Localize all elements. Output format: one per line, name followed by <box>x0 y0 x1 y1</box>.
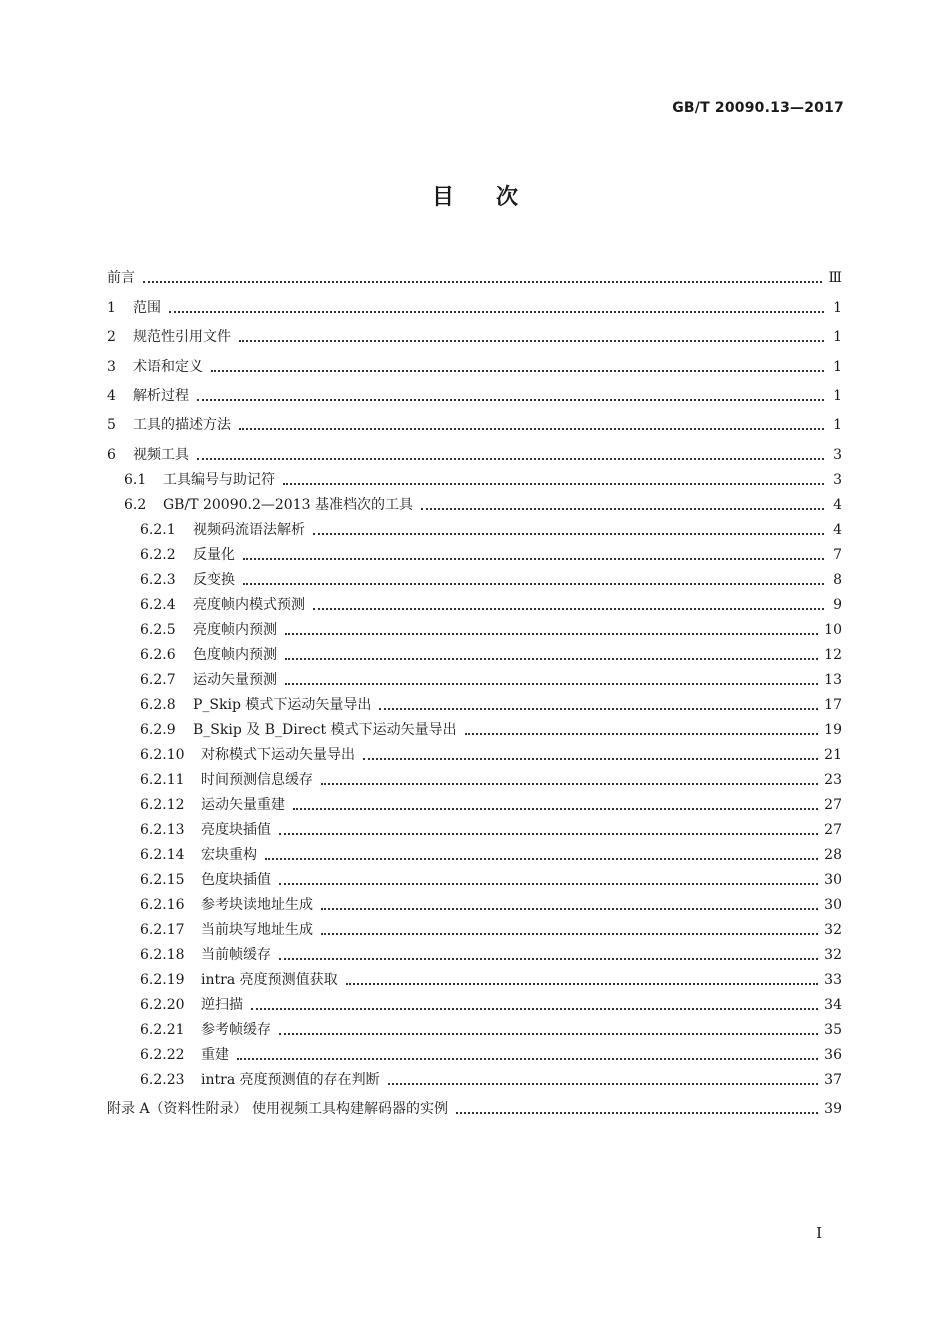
toc-entry-label: 当前帧缓存 <box>201 946 271 963</box>
toc-entry-label: 附录 A（资料性附录） 使用视频工具构建解码器的实例 <box>107 1101 449 1118</box>
dot-leader <box>313 607 824 610</box>
toc-entry-page: 32 <box>824 946 842 963</box>
dot-leader <box>169 310 824 313</box>
toc-entry-label: 当前块写地址生成 <box>201 921 313 938</box>
toc-entry-number: 6.2.11 <box>140 771 185 788</box>
toc-entry-label: 色度帧内预测 <box>193 646 277 663</box>
toc-entry-number: 6.2.6 <box>140 646 176 663</box>
toc-entry-number: 1 <box>107 299 116 316</box>
toc-entry-number: 6.2.15 <box>140 871 185 888</box>
toc-entry-page: 23 <box>824 771 842 788</box>
dot-leader <box>237 1057 818 1060</box>
toc-entry-page: 1 <box>833 417 842 434</box>
toc-entry-page: 7 <box>833 546 842 563</box>
toc-entry-label: 亮度块插值 <box>201 821 271 838</box>
toc-entry-number: 6.2 <box>124 496 147 513</box>
toc-entry-number: 6.2.20 <box>140 996 185 1013</box>
toc-entry[interactable] <box>107 317 842 346</box>
dot-leader <box>243 582 824 585</box>
toc-entry[interactable] <box>107 864 842 889</box>
toc-entry-number: 6.2.12 <box>140 796 185 813</box>
toc-entry-label: 时间预测信息缓存 <box>201 771 313 788</box>
dot-leader <box>239 427 824 430</box>
toc-entry-label: 反变换 <box>193 571 235 588</box>
dot-leader <box>197 457 824 460</box>
toc-entry[interactable] <box>107 464 842 489</box>
toc-entry[interactable] <box>107 287 842 316</box>
toc-entry-page: Ⅲ <box>828 270 842 287</box>
toc-entry-page: 27 <box>824 796 842 813</box>
toc-entry-number: 5 <box>107 417 116 434</box>
dot-leader <box>243 557 824 560</box>
toc-entry[interactable] <box>107 514 842 539</box>
toc-entry[interactable] <box>107 739 842 764</box>
dot-leader <box>456 1111 818 1114</box>
toc-entry[interactable] <box>107 1039 842 1064</box>
toc-entry[interactable] <box>107 434 842 463</box>
dot-leader <box>465 732 819 735</box>
toc-entry-label: 工具的描述方法 <box>133 417 231 434</box>
toc-entry-number: 2 <box>107 329 116 346</box>
dot-leader <box>279 882 818 885</box>
toc-entry-label: 视频码流语法解析 <box>193 521 305 538</box>
toc-entry-label: 逆扫描 <box>201 996 243 1013</box>
toc-entry-number: 6.2.16 <box>140 896 185 913</box>
toc-entry[interactable] <box>107 814 842 839</box>
toc-entry[interactable] <box>107 614 842 639</box>
toc-entry-number: 6.2.22 <box>140 1046 185 1063</box>
toc-entry-page: 3 <box>833 471 842 488</box>
toc-entry[interactable] <box>107 539 842 564</box>
toc-entry-label: 参考块读地址生成 <box>201 896 313 913</box>
toc-entry-label: intra 亮度预测值获取 <box>201 971 338 988</box>
toc-entry-number: 6.2.7 <box>140 671 176 688</box>
dot-leader <box>313 532 824 535</box>
toc-entry-number: 6.2.9 <box>140 721 176 738</box>
toc-entry-page: 37 <box>824 1071 842 1088</box>
toc-entry[interactable] <box>107 589 842 614</box>
toc-entry[interactable] <box>107 689 842 714</box>
toc-entry-page: 4 <box>833 521 842 538</box>
toc-entry[interactable] <box>107 405 842 434</box>
toc-entry-label: 术语和定义 <box>133 358 203 375</box>
toc-entry-label: 前言 <box>107 270 135 287</box>
toc-entry-page: 8 <box>833 571 842 588</box>
toc-entry-label: 亮度帧内预测 <box>193 621 277 638</box>
dot-leader <box>321 907 818 910</box>
toc-entry[interactable] <box>107 789 842 814</box>
toc-entry-page: 21 <box>824 746 842 763</box>
dot-leader <box>285 682 818 685</box>
toc-entry[interactable] <box>107 714 842 739</box>
toc-entry[interactable] <box>107 989 842 1014</box>
toc-entry-number: 6.2.13 <box>140 821 185 838</box>
toc-entry[interactable] <box>107 564 842 589</box>
toc-entry[interactable] <box>107 489 842 514</box>
toc-entry[interactable] <box>107 1014 842 1039</box>
toc-entry-number: 6.1 <box>124 471 147 488</box>
toc-entry-page: 39 <box>824 1101 842 1118</box>
toc-entry[interactable] <box>107 258 842 287</box>
toc-entry-number: 6.2.2 <box>140 546 176 563</box>
dot-leader <box>143 280 822 283</box>
page-number: Ⅰ <box>816 1224 822 1242</box>
toc-entry-number: 6.2.1 <box>140 521 176 538</box>
toc-entry[interactable] <box>107 964 842 989</box>
toc-entry-number: 6.2.17 <box>140 921 185 938</box>
toc-entry-page: 33 <box>824 971 842 988</box>
dot-leader <box>388 1082 819 1085</box>
dot-leader <box>363 757 818 760</box>
toc-entry-label: 解析过程 <box>133 387 189 404</box>
dot-leader <box>321 932 818 935</box>
dot-leader <box>421 507 824 510</box>
dot-leader <box>265 857 818 860</box>
standard-code: GB/T 20090.13—2017 <box>672 100 844 116</box>
toc-entry-number: 6.2.14 <box>140 846 185 863</box>
toc-entry-page: 36 <box>824 1046 842 1063</box>
toc-entry[interactable] <box>107 639 842 664</box>
toc-entry-label: P_Skip 模式下运动矢量导出 <box>193 696 372 713</box>
toc-entry-page: 1 <box>833 358 842 375</box>
toc-entry-number: 6.2.8 <box>140 696 176 713</box>
toc-entry-label: 对称模式下运动矢量导出 <box>201 746 355 763</box>
toc-entry-label: 规范性引用文件 <box>133 329 231 346</box>
page-title: 目次 <box>431 185 560 210</box>
dot-leader <box>251 1007 818 1010</box>
toc-entry-page: 4 <box>833 496 842 513</box>
toc-entry[interactable] <box>107 839 842 864</box>
toc-entry-number: 6.2.23 <box>140 1071 185 1088</box>
dot-leader <box>197 398 824 401</box>
toc-entry-label: 视频工具 <box>133 446 189 463</box>
toc-entry[interactable] <box>107 346 842 375</box>
toc-entry-label: B_Skip 及 B_Direct 模式下运动矢量导出 <box>193 721 457 738</box>
dot-leader <box>285 632 818 635</box>
toc-entry-label: GB/T 20090.2—2013 基准档次的工具 <box>163 496 413 513</box>
dot-leader <box>279 957 818 960</box>
toc-entry-number: 6.2.19 <box>140 971 185 988</box>
toc-entry[interactable] <box>107 939 842 964</box>
toc-entry[interactable] <box>107 889 842 914</box>
toc-entry-label: 工具编号与助记符 <box>163 471 275 488</box>
toc-entry[interactable] <box>107 914 842 939</box>
toc-entry-label: 色度块插值 <box>201 871 271 888</box>
toc-entry-number: 6.2.5 <box>140 621 176 638</box>
dot-leader <box>346 982 819 985</box>
toc-entry-number: 6.2.18 <box>140 946 185 963</box>
dot-leader <box>283 482 824 485</box>
table-of-contents <box>107 258 842 1118</box>
toc-entry-page: 30 <box>824 896 842 913</box>
toc-entry-page: 32 <box>824 921 842 938</box>
toc-entry-label: 重建 <box>201 1046 229 1063</box>
dot-leader <box>279 832 818 835</box>
toc-entry-page: 12 <box>824 646 842 663</box>
toc-entry-page: 3 <box>833 446 842 463</box>
toc-entry[interactable] <box>107 376 842 405</box>
toc-entry-label: 宏块重构 <box>201 846 257 863</box>
toc-entry-label: intra 亮度预测值的存在判断 <box>201 1071 380 1088</box>
toc-entry-label: 范围 <box>133 299 161 316</box>
toc-entry-page: 13 <box>824 671 842 688</box>
toc-entry-page: 19 <box>824 721 842 738</box>
dot-leader <box>285 657 818 660</box>
toc-entry-number: 6 <box>107 446 116 463</box>
toc-entry-label: 运动矢量重建 <box>201 796 285 813</box>
toc-entry-number: 6.2.3 <box>140 571 176 588</box>
toc-entry-page: 1 <box>833 387 842 404</box>
toc-entry-page: 27 <box>824 821 842 838</box>
dot-leader <box>321 782 818 785</box>
toc-entry-page: 28 <box>824 846 842 863</box>
toc-entry-label: 亮度帧内模式预测 <box>193 596 305 613</box>
dot-leader <box>211 369 824 372</box>
toc-entry[interactable] <box>107 664 842 689</box>
toc-entry-number: 4 <box>107 387 116 404</box>
toc-entry-page: 17 <box>824 696 842 713</box>
toc-entry[interactable] <box>107 1064 842 1089</box>
toc-entry-number: 6.2.21 <box>140 1021 185 1038</box>
toc-entry-label: 参考帧缓存 <box>201 1021 271 1038</box>
dot-leader <box>239 339 824 342</box>
dot-leader <box>293 807 818 810</box>
toc-entry-page: 10 <box>824 621 842 638</box>
toc-entry-label: 反量化 <box>193 546 235 563</box>
dot-leader <box>379 707 818 710</box>
toc-entry-number: 6.2.10 <box>140 746 185 763</box>
dot-leader <box>279 1032 818 1035</box>
toc-entry-page: 34 <box>824 996 842 1013</box>
toc-entry-label: 运动矢量预测 <box>193 671 277 688</box>
toc-entry-page: 9 <box>833 596 842 613</box>
toc-entry-page: 30 <box>824 871 842 888</box>
toc-entry-page: 1 <box>833 329 842 346</box>
toc-entry-page: 35 <box>824 1021 842 1038</box>
toc-entry[interactable] <box>107 1089 842 1118</box>
toc-entry-number: 6.2.4 <box>140 596 176 613</box>
toc-entry[interactable] <box>107 764 842 789</box>
toc-entry-page: 1 <box>833 299 842 316</box>
toc-entry-number: 3 <box>107 358 116 375</box>
